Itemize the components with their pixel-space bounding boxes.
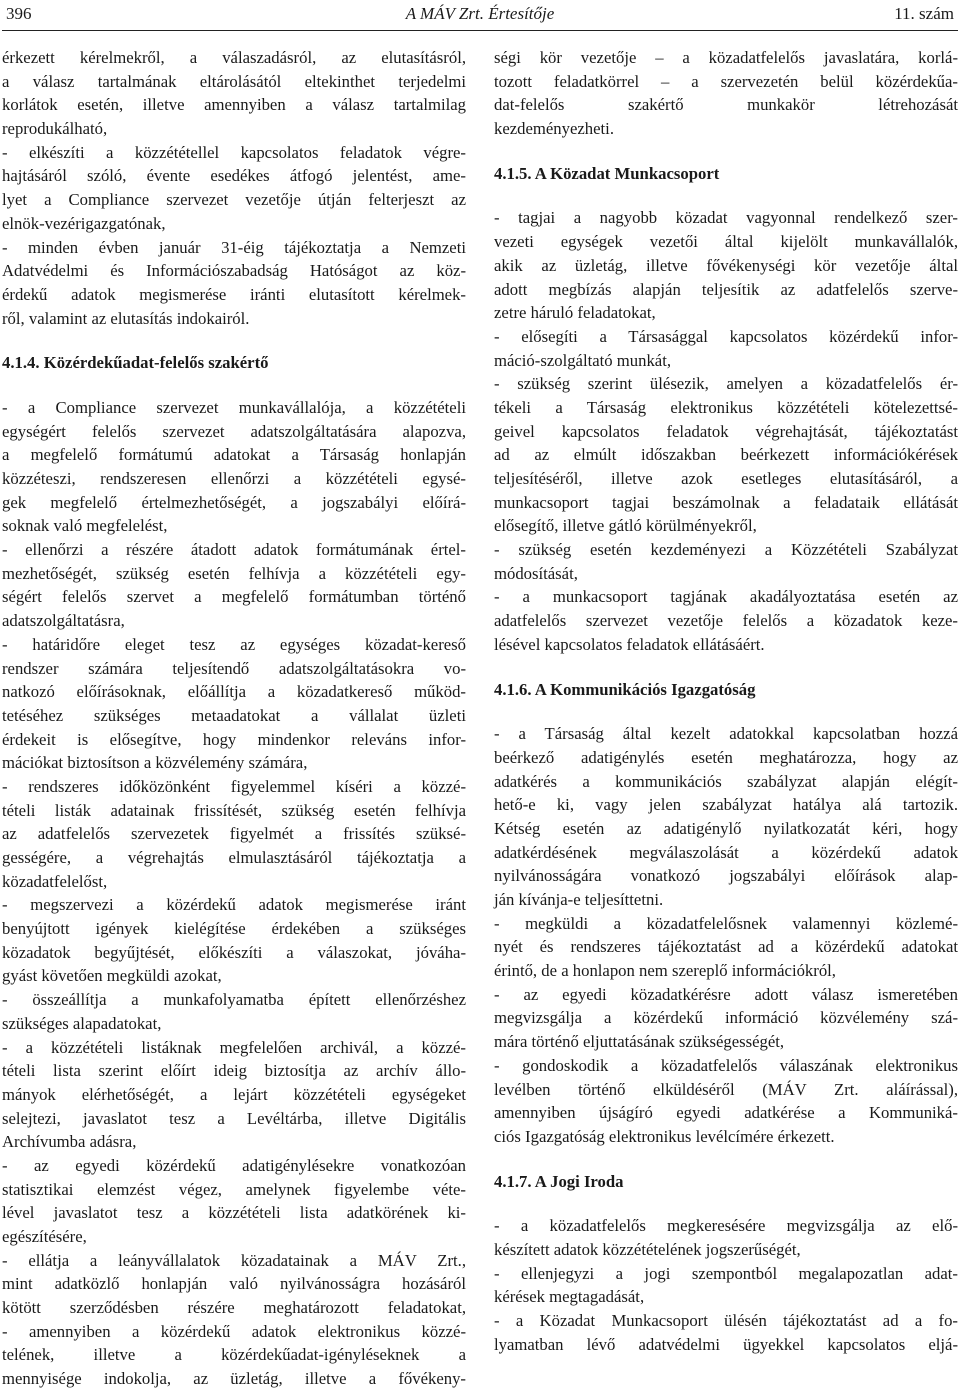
text-line: gyást követően megküldi azokat, [2,966,222,986]
text-line: érintő, de a honlapon nem szereplő információkról, [494,961,836,981]
text-line: - szükség esetén kezdeményezi a Közzétételi Szabályzat [494,540,958,560]
text-line: adatszolgáltatásra, [2,611,125,631]
text-line: - gondoskodik a közadatfelelős válaszának elektronikus [494,1055,958,1075]
text-line: - határidőre eleget tesz az egységes közadat-kereső [2,634,466,654]
text-line: kezdeményezheti. [494,119,614,139]
text-line: - az egyedi közérdekű adatigénylésekre vonatkozóan [2,1155,466,1175]
text-line: natkozó előírásoknak, előállítja a közadatkereső működ- [2,682,466,702]
journal-title: A MÁV Zrt. Értesítője [405,4,555,23]
text-line: elősegítő, illetve gátló körülményekről, [494,516,757,536]
paragraph-gap [494,701,958,722]
text-line: - ellenjegyzi a jogi szempontból megalapozatlan adat- [494,1263,958,1283]
text-line: - ellenőrzi a részére átadott adatok formátumának értel- [2,540,466,560]
text-line: - elkészíti a közzététellel kapcsolatos feladatok végre- [2,142,466,162]
text-line: - a közadatfelelős megkeresésére megvizsgálja az elő- [494,1216,958,1236]
text-line: elnök-vezérigazgatónak, [2,213,166,233]
text-line: tételi listák adatainak frissítését, szükség esetén felhívja [2,800,466,820]
text-line: Archívumba adásra, [2,1132,137,1152]
text-line: soknak való megfelelést, [2,516,168,536]
text-line: egészítésére, [2,1227,87,1246]
page-header [4,4,956,30]
text-line: adatfelelős szervezet vezetője felelős a közadatok keze- [494,611,958,631]
text-line: a megfelelő formátumú adatokat a Társaság honlapján [2,445,466,465]
text-line: ről, valamint az elutasítás indokairól. [2,308,250,328]
text-line: nyilvánosságára vonatkozó jogszabályi előírások alap- [494,866,958,886]
text-line: adatkérdésének megválaszolását a közérdekű adatok [494,842,958,862]
text-line: lésével kapcsolatos feladatok ellátásáért. [494,634,765,654]
text-line: tékeli a Társaság elektronikus közzétételi kötelezettsé- [494,397,958,417]
text-line: lyet a Compliance szervezet vezetője útján felterjeszt az [2,190,466,210]
text-line: ségi kör vezetője – a közadatfelelős javaslatára, korlá- [494,48,958,67]
text-line: adott megbízás alapján teljesítik az adatfelelős szerve- [494,279,958,299]
text-line: gek megfelelő értelmezhetőségét, a jogszabályi előírá- [2,492,466,512]
text-line: zetre háruló feladatokat, [494,303,656,323]
text-line: készített adatok közzétételének jogszerűségét, [494,1239,801,1259]
section-heading: 4.1.6. A Kommunikációs Igazgatóság [494,679,756,699]
text-line: hető-e ki, vagy jelen szabályzat hatálya alá tartozik. [494,795,958,815]
section-heading: 4.1.5. A Közadat Munkacsoport [494,163,720,183]
text-line: - összeállítja a munkafolyamatba épített ellenőrzéshez [2,990,466,1010]
issue-number: 11. szám [894,4,954,23]
text-line: - minden évben január 31-éig tájékoztatja a Nemzeti [2,237,466,257]
text-line: közzéteszi, rendszeresen ellenőrzi a közzétételi egysé- [2,469,466,488]
paragraph-gap [494,1149,958,1170]
text-line: - az egyedi közadatkérésre adott válasz ismeretében [494,984,958,1004]
text-line: kérések megtagadását, [494,1287,645,1307]
text-line: dat-felelős szakértő munkakör létrehozását [494,95,958,115]
text-line: akik az üzletág, illetve fővékenységi kör vezetője által [494,255,958,275]
text-line: teljesítéséről, illetve azok esetleges elutasításáról, a [494,469,958,488]
text-line: szükséges alapadatokat, [2,1013,162,1033]
text-line: érkezett kérelmekről, a válaszadásról, az elutasításról, [2,48,466,67]
paragraph-gap [494,657,958,678]
text-line: beérkező adatigénylés esetén meghatározza, hogy az [494,747,958,767]
paragraph-gap [494,141,958,162]
text-line: - a Compliance szervezet munkavállalója, a közzétételi [2,397,466,417]
text-line: gességére, a végrehajtás elmulasztásáról tájékoztatja a [2,848,466,867]
text-line: mezhetőségét, szükség esetén felhívja a közzétételi egy- [2,563,466,583]
text-line: amennyiben újságíró egyedi adatkérése a Kommuniká- [494,1103,958,1123]
text-line: - a Közadat Munkacsoport ülésén tájékoztatást ad a fo- [494,1311,958,1330]
text-line: benyújtott igények kielégítése érdekében a szükséges [2,919,466,939]
text-line: tételi lista szerint előírt ideig biztosítja az archív állo- [2,1061,466,1081]
paragraph-gap [494,1193,958,1214]
text-line: - megszervezi a közérdekű adatok megismerése iránt [2,895,466,915]
paragraph-gap [2,375,466,396]
text-line: - a közzétételi listáknak megfelelően archivál, a közzé- [2,1037,466,1057]
section-heading: 4.1.4. Közérdekűadat-felelős szakértő [2,353,269,373]
text-line: telének, illetve a közérdekűadat-igényléseknek a [2,1345,466,1365]
text-line: egységért felelős szervezet adatszolgáltatására alapozva, [2,421,466,441]
text-line: tetéséhez szükséges metaadatokat a vállalat üzleti [2,705,466,725]
text-line: mennyisége indokolja, az üzletág, illetve a fővékeny- [2,1369,466,1389]
text-line: lével javaslatot tesz a közzétételi lista adatkörének ki- [2,1203,466,1223]
text-line: mára történő eljuttatásának szükségességét, [494,1032,785,1052]
text-line: módosítását, [494,563,578,583]
text-line: - tagjai a nagyobb közadat vagyonnal rendelkező szer- [494,208,958,228]
text-line: - megküldi a közadatfelelősnek valamennyi közlemé- [494,913,958,933]
text-line: - ellátja a leányvállalatok közadatainak a MÁV Zrt., [2,1250,466,1270]
text-line: Adatvédelmi és Információszabadság Hatóságot az köz- [2,261,466,281]
section-heading: 4.1.7. A Jogi Iroda [494,1171,624,1191]
text-line: - szükség szerint ülésezik, amelyen a közadatfelelős ér- [494,374,958,394]
text-line: - amennyiben a közérdekű adatok elektronikus közzé- [2,1321,466,1341]
text-line: mációkat biztosítson a közvélemény számára, [2,753,308,773]
text-line: - rendszeres időközönként figyelemmel kíséri a közzé- [2,776,466,796]
text-line: statisztikai elemzést végez, amelynek figyelembe véte- [2,1179,466,1199]
text-line: - a munkacsoport tagjának akadályoztatása esetén az [494,587,958,607]
text-line: ciós Igazgatóság elektronikus levélcímére érkezett. [494,1126,835,1146]
text-line: lyamatban lévő adatvédelmi ügyekkel kapcsolatos eljá- [494,1334,958,1354]
text-line: vezeti egységek vezetői által kijelölt munkavállalók, [494,232,958,252]
text-line: munkacsoport tagjai beszámolnak a feladataik ellátását [494,492,958,512]
text-line: ad az elmúlt időszakban beérkezett információkérések [494,445,958,465]
text-line: reprodukálható, [2,119,108,139]
text-line: érdekeit is elősegítve, hogy mindenkor releváns infor- [2,729,466,749]
text-line: mányok elérhetőségét, a lejárt közzétételi egységeket [2,1084,466,1104]
text-line: korlátok esetén, illetve amennyiben a válasz tartalmilag [2,95,466,115]
page-number: 396 [6,4,32,23]
text-line: geivel kapcsolatos feladatok végrehajtását, tájékoztatást [494,421,958,441]
paragraph-gap [2,330,466,351]
text-line: hajtásáról szóló, évente esedékes átfogó jelentést, ame- [2,166,466,186]
text-line: közadatok begyűjtését, előkészíti a válaszokat, jóváha- [2,942,466,962]
text-line: érdekű adatok megismerése iránti elutasított kérelmek- [2,284,466,304]
text-line: közadatfelelőst, [2,871,108,891]
text-line: az adatfelelős szervezetek figyelmét a frissítés szüksé- [2,824,466,844]
text-line: ján kívánja-e teljesíttetni. [494,890,664,909]
text-line: kötött szerződésben részére meghatározott feladatokat, [2,1298,466,1318]
text-line: ségért felelős szervet a megfelelő formátumban történő [2,587,466,607]
text-line: nyét és rendszeres tájékoztatást ad a közérdekű adatokat [494,937,958,957]
text-line: levélben történő elküldéséről (MÁV Zrt. aláírással), [494,1079,958,1099]
text-line: selejtezi, javaslatot tesz a Levéltárba, illetve Digitális [2,1108,466,1128]
text-line: a válasz tartalmának eltárolásától eltekinthet terjedelmi [2,71,466,91]
right-column [494,46,958,1356]
text-line: mint adatközlő honlapján való nyilvánosságra hozásáról [2,1274,466,1294]
text-line: - a Társaság által kezelt adatokkal kapcsolatban hozzá [494,724,958,744]
left-column [2,46,466,1391]
paragraph-gap [494,185,958,206]
text-line: - elősegíti a Társasággal kapcsolatos közérdekű infor- [494,326,958,346]
text-line: máció-szolgáltató munkát, [494,350,672,370]
text-line: adatkérés a kommunikációs szabályzat alapján elégít- [494,771,958,791]
header-rule [2,30,958,31]
text-line: megvizsgálja a közérdekű információ közvélemény szá- [494,1008,958,1028]
text-line: rendszer számára teljesítendő adatszolgáltatásokra vo- [2,658,466,678]
text-line: tozott feladatkörrel – a szervezetén belül közérdekűa- [494,71,958,91]
text-line: Kétség esetén az adatigénylő nyilatkozatát kéri, hogy [494,818,958,838]
